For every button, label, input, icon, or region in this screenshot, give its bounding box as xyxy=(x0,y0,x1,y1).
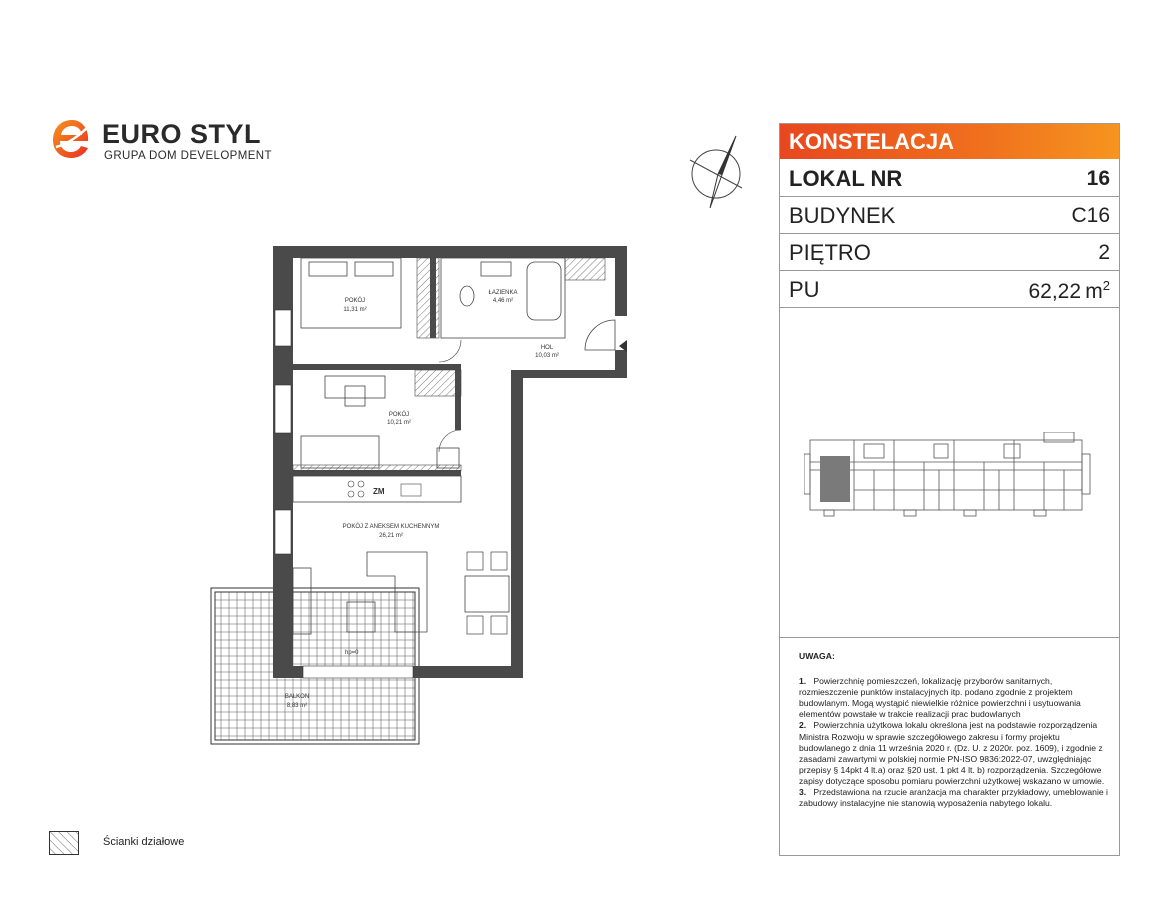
row-building xyxy=(780,197,1119,234)
note-item xyxy=(799,676,1109,720)
room-name: ŁAZIENKA xyxy=(488,290,518,296)
room-area: 8,83 m² xyxy=(286,703,308,709)
usable-area-number: 62,22 xyxy=(1028,280,1082,303)
entrance-door-icon xyxy=(585,320,615,350)
north-arrow-icon xyxy=(688,134,752,210)
note-text: Powierzchnię pomieszczeń, lokalizację przyborów sanitarnych, rozmieszczenie punktów instalacyjnych itp. podano zgodnie z projektem budowlanym. Mogą wystąpić niewielkie różnice powierzchni i usytuowania elementów powstałe w trakcie realizacji prac budowlanych xyxy=(799,676,1081,720)
note-text: Przedstawiona na rzucie aranżacja ma charakter przykładowy, umeblowanie i zabudowy instalacyjne nie stanowią wyposażenia nabytego lokalu. xyxy=(799,787,1108,809)
room-name: HOL xyxy=(540,345,554,351)
euro-styl-logo-icon xyxy=(50,117,94,161)
toilet-icon xyxy=(460,286,474,306)
building-key-plan xyxy=(804,432,1094,518)
row-usable-area xyxy=(780,271,1119,308)
notes-section xyxy=(799,651,1109,809)
notes-divider xyxy=(780,637,1119,638)
note-number: 3. xyxy=(799,787,807,798)
note-text: Powierzchnia użytkowa lokalu określona jest na podstawie rozporządzenia Ministra Rozwoju w sprawie szczegółowego zakresu i formy projektu budowlanego z dnia 11 września 2020 r. (Dz. U. z 2020r. poz. 1609), i zgodnie z zasadami zawartymi w polskiej normie PN-ISO 9836:2022-07, uwzględniając przepisy § 14pkt 4 lt.a) oraz §20 ust. 1 pkt 4 lt. b) rozporządzenia. Szczegółowe zapisy dotyczące sposobu pomiaru powierzchni użytkowej wskazano w umowie. xyxy=(799,720,1105,786)
building-value: C16 xyxy=(1071,204,1110,227)
dining-table-icon xyxy=(465,576,509,612)
note-item xyxy=(799,720,1109,787)
usable-area-unit: m xyxy=(1085,280,1103,303)
row-floor xyxy=(780,234,1119,271)
sink-icon xyxy=(481,262,511,276)
unit-number-label: LOKAL NR xyxy=(789,166,903,191)
desk-icon xyxy=(325,376,385,398)
room-area: 10,21 m² xyxy=(387,420,411,426)
usable-area-unit-sup: 2 xyxy=(1102,278,1110,293)
usable-area-label: PU xyxy=(789,277,820,302)
legend-label: Ścianki działowe xyxy=(103,836,185,848)
floor-label: PIĘTRO xyxy=(789,240,871,265)
room-name: POKÓJ Z ANEKSEM KUCHENNYM xyxy=(342,524,440,530)
bathtub-icon xyxy=(527,262,561,320)
investment-name: KONSTELACJA xyxy=(780,124,1119,159)
notes-title: UWAGA: xyxy=(799,651,835,661)
room-area: 11,31 m² xyxy=(343,307,367,313)
brand-subtitle: GRUPA DOM DEVELOPMENT xyxy=(104,150,272,162)
selected-unit-highlight xyxy=(820,456,850,502)
threshold-mark: hp=0 xyxy=(345,650,359,656)
unit-number-value: 16 xyxy=(1086,167,1110,190)
apartment-info-panel xyxy=(779,123,1120,856)
room-name: POKÓJ xyxy=(388,412,410,418)
zm-mark: ZM xyxy=(373,487,385,496)
brand-logo xyxy=(50,117,280,167)
bed-icon xyxy=(301,258,401,328)
partition-legend-swatch xyxy=(49,831,79,855)
room-area: 26,21 m² xyxy=(379,533,403,539)
room-name: BALKON xyxy=(284,694,310,700)
floor-value: 2 xyxy=(1098,241,1110,264)
note-number: 2. xyxy=(799,720,807,731)
room-area: 10,03 m² xyxy=(535,353,559,359)
usable-area-value xyxy=(1028,278,1110,304)
building-label: BUDYNEK xyxy=(789,203,896,228)
floor-plan xyxy=(205,240,635,745)
brand-name: EURO STYL xyxy=(102,119,262,149)
room-name: POKÓJ xyxy=(344,298,366,304)
row-unit-number xyxy=(780,160,1119,197)
note-number: 1. xyxy=(799,676,807,687)
note-item xyxy=(799,787,1109,809)
room-area: 4,46 m² xyxy=(492,298,514,304)
sofa-bed-icon xyxy=(301,436,379,468)
